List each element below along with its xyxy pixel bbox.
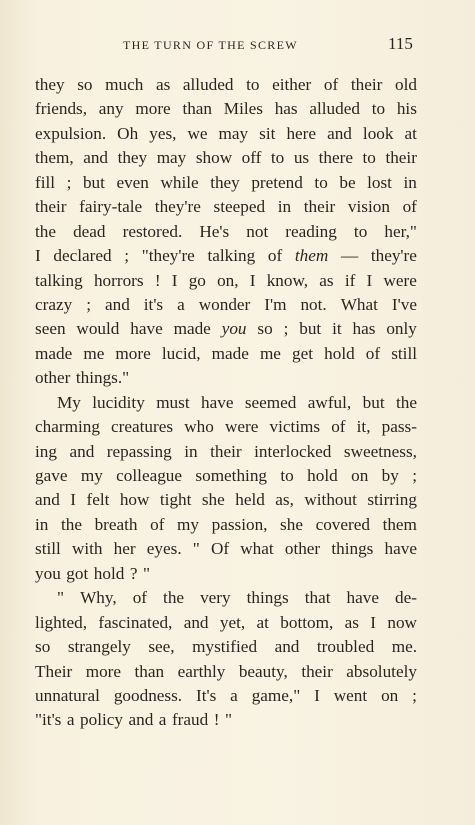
word: expulsion. xyxy=(35,123,107,143)
word: It's xyxy=(195,685,217,705)
word: felt xyxy=(86,490,110,510)
word: have xyxy=(201,392,234,412)
text-line xyxy=(35,317,417,341)
word: ; xyxy=(283,319,289,339)
word: crazy xyxy=(35,294,73,314)
word: to xyxy=(353,221,368,241)
text-line xyxy=(35,440,417,464)
word: me xyxy=(83,343,105,363)
word: there xyxy=(318,148,353,168)
word: game," xyxy=(251,685,301,705)
word: they xyxy=(35,75,65,94)
word: other xyxy=(35,368,71,388)
word: the xyxy=(35,221,56,241)
word: interlocked xyxy=(254,441,332,461)
word: seemed xyxy=(244,392,297,412)
word: He's xyxy=(199,221,230,241)
word: hold xyxy=(307,466,338,485)
word: how xyxy=(119,490,150,510)
word: went xyxy=(333,685,368,705)
word: made xyxy=(211,343,249,363)
word: you xyxy=(221,319,247,339)
word: were xyxy=(224,417,259,437)
word: than xyxy=(182,99,213,119)
word: declared xyxy=(53,246,112,266)
word: the xyxy=(163,588,185,608)
word: their xyxy=(35,197,67,217)
word: eyes. xyxy=(146,539,182,559)
text-line xyxy=(35,293,417,317)
word: a xyxy=(66,710,75,730)
word: the xyxy=(395,392,417,412)
word: more xyxy=(115,343,151,363)
word: absolutely xyxy=(346,661,417,681)
word: may xyxy=(218,123,249,143)
text-line xyxy=(35,73,417,97)
word: to xyxy=(314,172,328,192)
text-line xyxy=(35,195,417,219)
word: by xyxy=(381,466,399,485)
word: ; xyxy=(412,685,417,705)
word: made xyxy=(173,319,211,339)
word: of xyxy=(150,514,165,534)
word: in xyxy=(403,172,417,192)
word: Of xyxy=(210,539,230,559)
word: as xyxy=(155,75,171,94)
word: me xyxy=(259,343,281,363)
word: on xyxy=(351,466,369,485)
page-header xyxy=(0,34,475,58)
word: I xyxy=(370,612,377,632)
text-line xyxy=(35,171,417,195)
word: yes, xyxy=(149,123,177,143)
word: and xyxy=(128,710,154,730)
word: vision xyxy=(347,197,390,217)
word: ; xyxy=(86,294,91,314)
word: that xyxy=(304,588,331,608)
text-line xyxy=(35,684,417,708)
word: may xyxy=(156,148,187,168)
word: bottom, xyxy=(280,612,334,632)
word: of xyxy=(267,246,283,266)
word: ; xyxy=(412,466,417,485)
text-line xyxy=(35,635,417,659)
word: and xyxy=(69,441,95,461)
word: strangely xyxy=(67,637,131,657)
word: their xyxy=(350,75,383,94)
word: friends, xyxy=(35,99,88,119)
word: they're xyxy=(370,246,417,266)
word: troubled xyxy=(316,637,375,657)
text-line xyxy=(35,537,417,561)
word: Oh xyxy=(117,123,139,143)
text-line xyxy=(35,269,417,293)
word: talking xyxy=(207,246,256,266)
word: only xyxy=(386,319,417,339)
word: I xyxy=(314,685,320,705)
word: gave xyxy=(35,466,68,485)
word: beauty, xyxy=(238,661,288,681)
word: things." xyxy=(75,368,130,388)
word: it xyxy=(332,319,342,339)
text-line xyxy=(35,513,417,537)
word: — xyxy=(340,246,359,266)
word: her," xyxy=(384,221,417,241)
text-line xyxy=(35,146,417,170)
word: I xyxy=(249,270,256,290)
word: fascinated, xyxy=(98,612,173,632)
word: and xyxy=(327,123,352,143)
text-line xyxy=(35,586,417,610)
word: I'm xyxy=(264,294,287,314)
word: mystified xyxy=(192,637,258,657)
word: horrors xyxy=(93,270,144,290)
word: and xyxy=(35,490,60,510)
word: stirring xyxy=(367,490,417,510)
word: ing xyxy=(35,441,57,461)
word: policy xyxy=(80,710,123,730)
word: get xyxy=(292,343,314,363)
word: what xyxy=(240,539,274,559)
word: steeped xyxy=(213,197,266,217)
word: lighted, xyxy=(35,612,88,632)
word: ? xyxy=(129,563,138,583)
word: I xyxy=(70,490,77,510)
text-line xyxy=(35,391,417,415)
word: them, xyxy=(35,148,74,168)
word: lucid, xyxy=(161,343,201,363)
word: much xyxy=(105,75,144,94)
word: " xyxy=(192,539,200,559)
word: ; xyxy=(124,246,130,266)
word: things xyxy=(331,539,374,559)
word: Why, xyxy=(80,588,117,608)
word: on, xyxy=(217,270,239,290)
word: it, xyxy=(356,417,371,437)
word: as xyxy=(319,270,334,290)
word: in xyxy=(277,197,292,217)
word: things xyxy=(246,588,289,608)
word: of xyxy=(402,197,417,217)
word: of xyxy=(331,417,346,437)
word: who xyxy=(184,417,214,437)
word: in xyxy=(184,441,198,461)
text-line xyxy=(35,244,417,268)
word: Miles xyxy=(223,99,263,119)
word: seen xyxy=(35,319,66,339)
word: "it's xyxy=(35,710,62,730)
word: breath xyxy=(94,514,138,534)
word: if xyxy=(344,270,356,290)
word: got xyxy=(66,563,89,583)
word: still xyxy=(391,343,417,363)
word: them xyxy=(294,246,329,266)
word: dead xyxy=(73,221,106,241)
word: covered xyxy=(315,514,370,534)
word: see, xyxy=(148,637,175,657)
word: have xyxy=(384,539,417,559)
word: lucidity xyxy=(92,392,145,412)
word: and xyxy=(274,637,300,657)
word: at xyxy=(256,612,269,632)
word: sit xyxy=(259,123,276,143)
word: either xyxy=(272,75,312,94)
word: his xyxy=(396,99,417,119)
word: look xyxy=(362,123,394,143)
body-text xyxy=(35,73,417,733)
word: any xyxy=(98,99,124,119)
text-line xyxy=(35,97,417,121)
word: lost xyxy=(367,172,392,192)
text-line xyxy=(35,415,417,439)
word: their xyxy=(301,661,333,681)
word: My xyxy=(57,392,81,412)
word: me. xyxy=(391,637,417,657)
page-number: 115 xyxy=(388,34,413,53)
word: we xyxy=(187,123,208,143)
word: than xyxy=(134,661,165,681)
text-line xyxy=(35,122,417,146)
word: to xyxy=(362,148,376,168)
word: earthly xyxy=(177,661,226,681)
text-line xyxy=(35,660,417,684)
word: unnatural xyxy=(35,685,100,705)
word: charming xyxy=(35,417,100,437)
word: sweetness, xyxy=(343,441,417,461)
text-line xyxy=(35,342,417,366)
word: her xyxy=(113,539,136,559)
word: alluded xyxy=(309,99,360,119)
word: she xyxy=(201,490,225,510)
word: with xyxy=(71,539,103,559)
word: would xyxy=(76,319,120,339)
word: more xyxy=(85,661,122,681)
word: a xyxy=(158,710,167,730)
word: and xyxy=(104,294,130,314)
word: alluded xyxy=(182,75,234,94)
word: but xyxy=(299,319,322,339)
word: have xyxy=(346,588,379,608)
word: here xyxy=(286,123,317,143)
word: a xyxy=(230,685,238,705)
word: Their xyxy=(35,661,73,681)
word: she xyxy=(280,514,303,534)
word: creatures xyxy=(111,417,174,437)
word: and xyxy=(183,612,209,632)
word: so xyxy=(35,637,51,657)
text-line xyxy=(35,488,417,512)
text-line xyxy=(35,366,417,390)
word: more xyxy=(135,99,171,119)
word: fraud xyxy=(171,710,209,730)
word: us xyxy=(293,148,310,168)
text-line xyxy=(35,464,417,488)
word: as, xyxy=(275,490,294,510)
word: wonder xyxy=(198,294,251,314)
word: I xyxy=(366,270,373,290)
word: has xyxy=(274,99,298,119)
word: show xyxy=(195,148,233,168)
word: now xyxy=(387,612,417,632)
word: on xyxy=(381,685,399,705)
word: I've xyxy=(391,294,417,314)
word: something xyxy=(195,466,268,485)
word: of xyxy=(323,75,339,94)
word: hold xyxy=(93,563,125,583)
word: their xyxy=(210,441,242,461)
word: they xyxy=(210,172,240,192)
word: reading xyxy=(285,221,337,241)
word: passion, xyxy=(211,514,268,534)
word: in xyxy=(35,514,49,534)
word: very xyxy=(200,588,231,608)
word: "they're xyxy=(141,246,195,266)
word: pretend xyxy=(251,172,303,192)
word: to xyxy=(246,75,260,94)
word: restored. xyxy=(122,221,183,241)
word: " xyxy=(142,563,150,583)
word: to xyxy=(280,466,294,485)
word: were xyxy=(383,270,417,290)
word: the xyxy=(60,514,82,534)
word: fill xyxy=(35,172,56,192)
word: ! xyxy=(154,270,161,290)
running-head: THE TURN OF THE SCREW xyxy=(123,38,298,52)
text-line xyxy=(35,562,417,586)
word: and xyxy=(83,148,109,168)
word: a xyxy=(177,294,185,314)
word: held xyxy=(235,490,265,510)
word: but xyxy=(362,392,385,412)
word: repassing xyxy=(106,441,172,461)
word: my xyxy=(177,514,199,534)
text-line xyxy=(35,220,417,244)
word: they xyxy=(117,148,148,168)
word: they're xyxy=(154,197,201,217)
word: it's xyxy=(143,294,164,314)
word: without xyxy=(304,490,357,510)
word: tight xyxy=(159,490,192,510)
word: I xyxy=(171,270,178,290)
word: not xyxy=(246,221,269,241)
word: you xyxy=(35,563,61,583)
word: still xyxy=(35,539,61,559)
word: must xyxy=(156,392,190,412)
word: What xyxy=(340,294,378,314)
word: victims xyxy=(269,417,321,437)
word: as xyxy=(344,612,359,632)
word: de- xyxy=(395,588,417,608)
word: I xyxy=(35,246,41,266)
word: so xyxy=(257,319,273,339)
word: know, xyxy=(266,270,309,290)
word: their xyxy=(385,148,417,168)
word: off xyxy=(241,148,262,168)
word: old xyxy=(394,75,417,94)
word: so xyxy=(77,75,93,94)
word: my xyxy=(80,466,103,485)
word: other xyxy=(284,539,321,559)
word: has xyxy=(352,319,376,339)
text-line xyxy=(35,708,417,732)
word: go xyxy=(188,270,206,290)
word: goodness. xyxy=(113,685,183,705)
word: but xyxy=(82,172,105,192)
word: at xyxy=(404,123,417,143)
word: while xyxy=(160,172,199,192)
word: " xyxy=(224,710,232,730)
word: of xyxy=(365,343,381,363)
word: hold xyxy=(324,343,355,363)
word: made xyxy=(35,343,73,363)
word: have xyxy=(130,319,163,339)
word: ; xyxy=(66,172,72,192)
word: to xyxy=(371,99,386,119)
word: ! xyxy=(213,710,220,730)
word: talking xyxy=(35,270,83,290)
text-line xyxy=(35,611,417,635)
word: fairy-tale xyxy=(79,197,143,217)
word: their xyxy=(303,197,336,217)
word: pass- xyxy=(381,417,417,437)
word: not. xyxy=(300,294,327,314)
word: of xyxy=(132,588,148,608)
word: yet, xyxy=(219,612,246,632)
word: even xyxy=(116,172,149,192)
word: them xyxy=(382,514,417,534)
word: " xyxy=(57,588,65,608)
word: awful, xyxy=(307,392,352,412)
word: colleague xyxy=(116,466,183,485)
word: to xyxy=(270,148,285,168)
word: be xyxy=(339,172,356,192)
